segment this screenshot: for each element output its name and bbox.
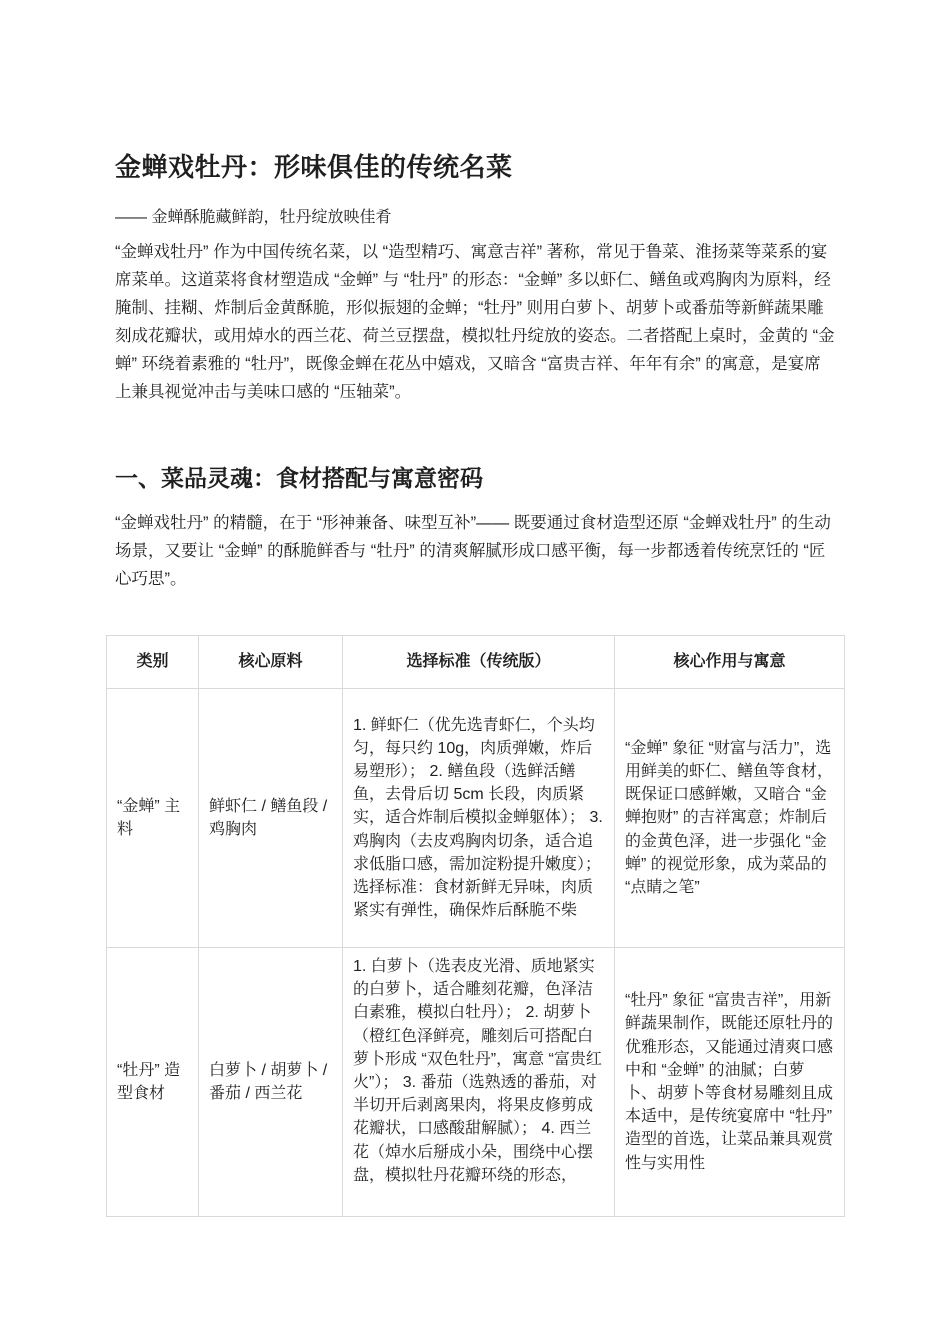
- cell-category: “牡丹” 造型食材: [107, 948, 199, 1217]
- cell-ingredients: 白萝卜 / 胡萝卜 / 番茄 / 西兰花: [199, 948, 343, 1217]
- table-row: [107, 689, 845, 948]
- cell-standard: 1. 鲜虾仁（优先选青虾仁，个头均匀，每只约 10g，肉质弹嫩，炸后易塑形）； 2. 鳝鱼段（选鲜活鳝鱼，去骨后切 5cm 长段，肉质紧实，适合炸制后模拟金蝉躯体）； 3. 鸡胸肉（去皮鸡胸肉切条，适合追求低脂口感，需加淀粉提升嫩度）； 选择标准：食材新鲜无异味，肉质紧实有弹性，确保炸后酥脆不柴: [343, 689, 615, 948]
- cell-standard: [343, 948, 615, 1217]
- cell-standard-text: 1. 白萝卜（选表皮光滑、质地紧实的白萝卜，适合雕刻花瓣，色泽洁白素雅，模拟白牡丹）； 2. 胡萝卜（橙红色泽鲜亮，雕刻后可搭配白萝卜形成 “双色牡丹”，寓意 “富贵红火”）； 3. 番茄（选熟透的番茄，对半切开后剥离果肉，将果皮修剪成花瓣状，口感酸甜解腻）； 4. 西兰花（焯水后掰成小朵，围绕中心摆盘，模拟牡丹花瓣环绕的形态，: [353, 958, 602, 1184]
- header-category: 类别: [107, 636, 199, 689]
- table-row: [107, 948, 845, 1217]
- ingredients-table: [106, 635, 845, 1217]
- cell-ingredients: 鲜虾仁 / 鳝鱼段 / 鸡胸肉: [199, 689, 343, 948]
- cell-meaning: “金蝉” 象征 “财富与活力”，选用鲜美的虾仁、鳝鱼等食材，既保证口感鲜嫩，又暗合 “金蝉抱财” 的吉祥寓意；炸制后的金黄色泽，进一步强化 “金蝉” 的视觉形象，成为菜品的 “点睛之笔”: [615, 689, 845, 948]
- section-heading: 一、菜品灵魂：食材搭配与寓意密码: [115, 465, 483, 491]
- page-title: 金蝉戏牡丹：形味俱佳的传统名菜: [115, 152, 513, 182]
- header-standard: 选择标准（传统版）: [343, 636, 615, 689]
- header-ingredients: 核心原料: [199, 636, 343, 689]
- section-paragraph: “金蝉戏牡丹” 的精髓，在于 “形神兼备、味型互补”—— 既要通过食材造型还原 “金蝉戏牡丹” 的生动场景，又要让 “金蝉” 的酥脆鲜香与 “牡丹” 的清爽解腻形成口感平衡，每一步都透着传统烹饪的 “匠心巧思”。: [115, 514, 831, 588]
- cell-category: “金蝉” 主料: [107, 689, 199, 948]
- intro-paragraph: “金蝉戏牡丹” 作为中国传统名菜，以 “造型精巧、寓意吉祥” 著称，常见于鲁菜、淮扬菜等菜系的宴席菜单。这道菜将食材塑造成 “金蝉” 与 “牡丹” 的形态：“金蝉” 多以虾仁、鳝鱼或鸡胸肉为原料，经腌制、挂糊、炸制后金黄酥脆，形似振翅的金蝉；“牡丹” 则用白萝卜、胡萝卜或番茄等新鲜蔬果雕刻成花瓣状，或用焯水的西兰花、荷兰豆摆盘，模拟牡丹绽放的姿态。二者搭配上桌时，金黄的 “金蝉” 环绕着素雅的 “牡丹”，既像金蝉在花丛中嬉戏，又暗含 “富贵吉祥、年年有余” 的寓意，是宴席上兼具视觉冲击与美味口感的 “压轴菜”。: [115, 243, 835, 401]
- cell-meaning: “牡丹” 象征 “富贵吉祥”，用新鲜蔬果制作，既能还原牡丹的优雅形态，又能通过清爽口感中和 “金蝉” 的油腻；白萝卜、胡萝卜等食材易雕刻且成本适中，是传统宴席中 “牡丹” 造型的首选，让菜品兼具观赏性与实用性: [615, 948, 845, 1217]
- table-header-row: [107, 636, 845, 689]
- header-meaning: 核心作用与寓意: [615, 636, 845, 689]
- page-subtitle: —— 金蝉酥脆藏鲜韵，牡丹绽放映佳肴: [115, 209, 392, 226]
